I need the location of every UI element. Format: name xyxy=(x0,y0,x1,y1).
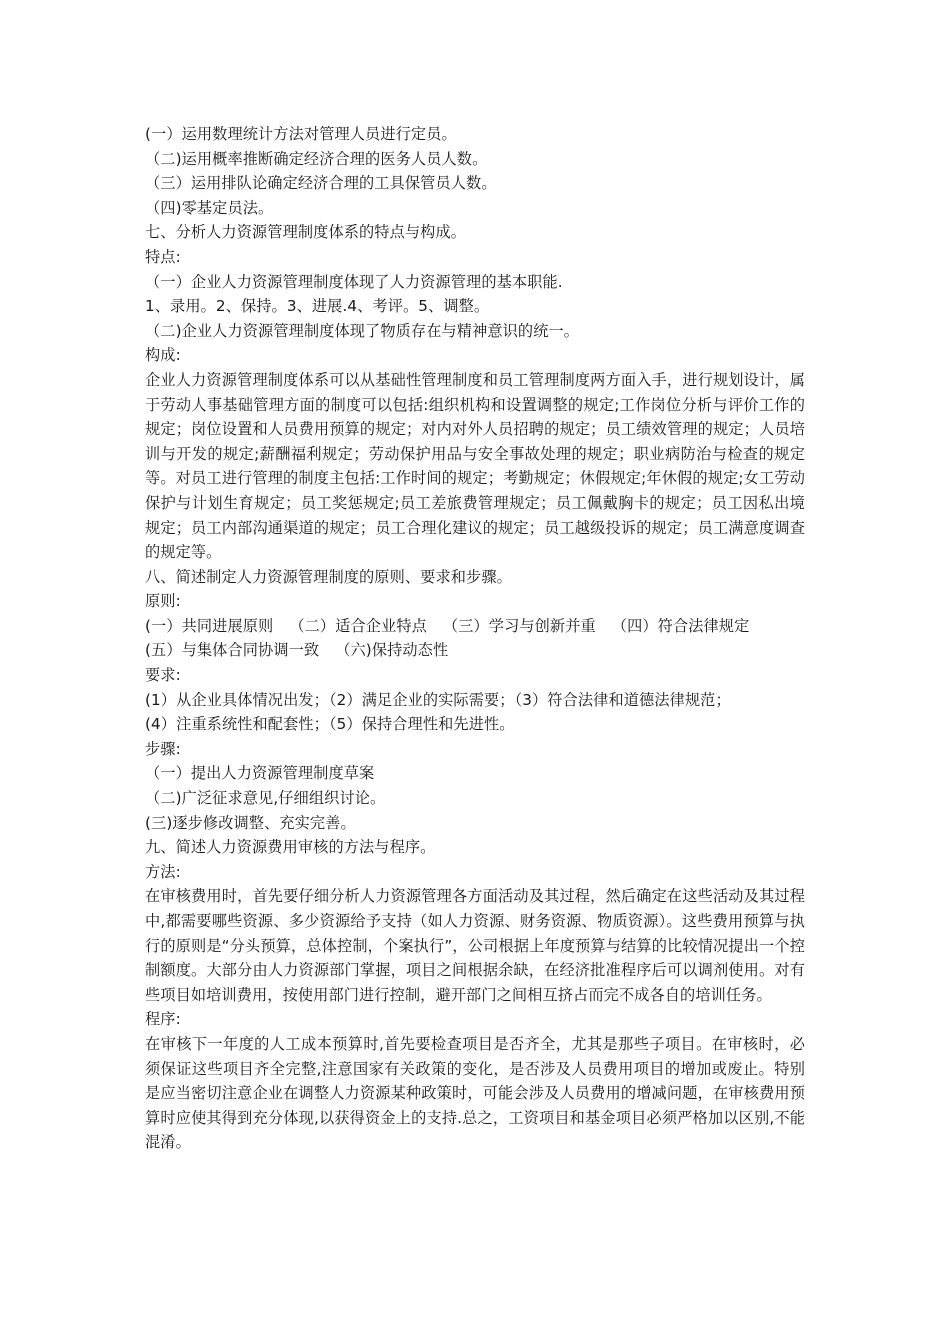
features-label: 特点: xyxy=(145,247,181,266)
text-line: (1）从企业具体情况出发；（2）满足企业的实际需要；（3）符合法律和道德法律规范； xyxy=(145,690,731,709)
text-line: （二)企业人力资源管理制度体现了物质存在与精神意识的统一。 xyxy=(145,321,580,340)
text-line: （一）提出人力资源管理制度草案 xyxy=(145,764,375,783)
principle-item: (一）共同进展原则 xyxy=(145,616,274,635)
steps-label: 步骤: xyxy=(145,739,181,758)
method-paragraph: 在审核费用时，首先要仔细分析人力资源管理各方面活动及其过程，然后确定在这些活动及其过程中,都需要哪些资源、多少资源给予支持（如人力资源、财务资源、物质资源）。这些费用预算与执行的原则是“分头预算，总体控制，个案执行”，公司根据上年度预算与结算的比较情况提出一个控制额度。大部分由人力资源部门掌握，项目之间根据余缺，在经济批准程序后可以调剂使用。对有些项目如培训费用，按使用部门进行控制，避开部门之间相互挤占而完不成各自的培训任务。 xyxy=(145,887,805,1004)
structure-paragraph: 企业人力资源管理制度体系可以从基础性管理制度和员工管理制度两方面入手，进行规划设计，属于劳动人事基础管理方面的制度可以包括:组织机构和设置调整的规定;工作岗位分析与评价工作的规定；岗位设置和人员费用预算的规定；对内对外人员招聘的规定；员工绩效管理的规定；人员培训与开发的规定;薪酬福利规定；劳动保护用品与安全事故处理的规定；职业病防治与检查的规定等。对员工进行管理的制度主包括:工作时间的规定；考勤规定；休假规定;年休假的规定;女工劳动保护与计划生育规定；员工奖惩规定;员工差旅费管理规定；员工佩戴胸卡的规定；员工因私出境规定；员工内部沟通渠道的规定；员工合理化建议的规定；员工越级投诉的规定；员工满意度调查的规定等。 xyxy=(145,370,805,562)
document-page xyxy=(145,122,805,1155)
structure-label: 构成: xyxy=(145,346,181,365)
procedure-label: 程序: xyxy=(145,1010,181,1029)
text-line: （二)广泛征求意见,仔细组织讨论。 xyxy=(145,789,386,808)
principles-row xyxy=(145,638,805,663)
principle-item: （四）符合法律规定 xyxy=(611,616,750,635)
procedure-paragraph: 在审核下一年度的人工成本预算时,首先要检查项目是否齐全，尤其是那些子项目。在审核时，必须保证这些项目齐全完整,注意国家有关政策的变化，是否涉及人员费用项目的增加或废止。特别是应当密切注意企业在调整人力资源某种政策时，可能会涉及人员费用的增减问题，在审核费用预算时应使其得到充分体现,以获得资金上的支持.总之，工资项目和基金项目必须严格加以区别,不能混淆。 xyxy=(145,1034,805,1152)
method-label: 方法: xyxy=(145,862,181,881)
text-line: （三）运用排队论确定经济合理的工具保管员人数。 xyxy=(145,174,497,193)
text-line: (三)逐步修改调整、充实完善。 xyxy=(145,813,356,832)
text-line: （一）企业人力资源管理制度体现了人力资源管理的基本职能. xyxy=(145,272,563,291)
text-line: （二)运用概率推断确定经济合理的医务人员人数。 xyxy=(145,149,488,168)
principles-row xyxy=(145,614,805,639)
text-line: (一）运用数理统计方法对管理人员进行定员。 xyxy=(145,125,457,143)
text-line: (4）注重系统性和配套性；（5）保持合理性和先进性。 xyxy=(145,715,515,734)
requirements-label: 要求: xyxy=(145,666,181,685)
section-heading-8: 八、简述制定人力资源管理制度的原则、要求和步骤。 xyxy=(145,567,512,586)
principle-item: （六)保持动态性 xyxy=(335,641,449,660)
section-heading-7: 七、分析人力资源管理制度体系的特点与构成。 xyxy=(145,223,467,242)
text-line: （四)零基定员法。 xyxy=(145,198,274,217)
text-line: 1、录用。2、保持。3、进展.4、考评。5、调整。 xyxy=(145,297,490,316)
section-heading-9: 九、简述人力资源费用审核的方法与程序。 xyxy=(145,838,436,857)
principles-label: 原则: xyxy=(145,592,181,611)
principle-item: （二）适合企业特点 xyxy=(289,616,427,635)
principle-item: (五）与集体合同协调一致 xyxy=(145,641,320,660)
principle-item: （三）学习与创新并重 xyxy=(442,616,596,635)
